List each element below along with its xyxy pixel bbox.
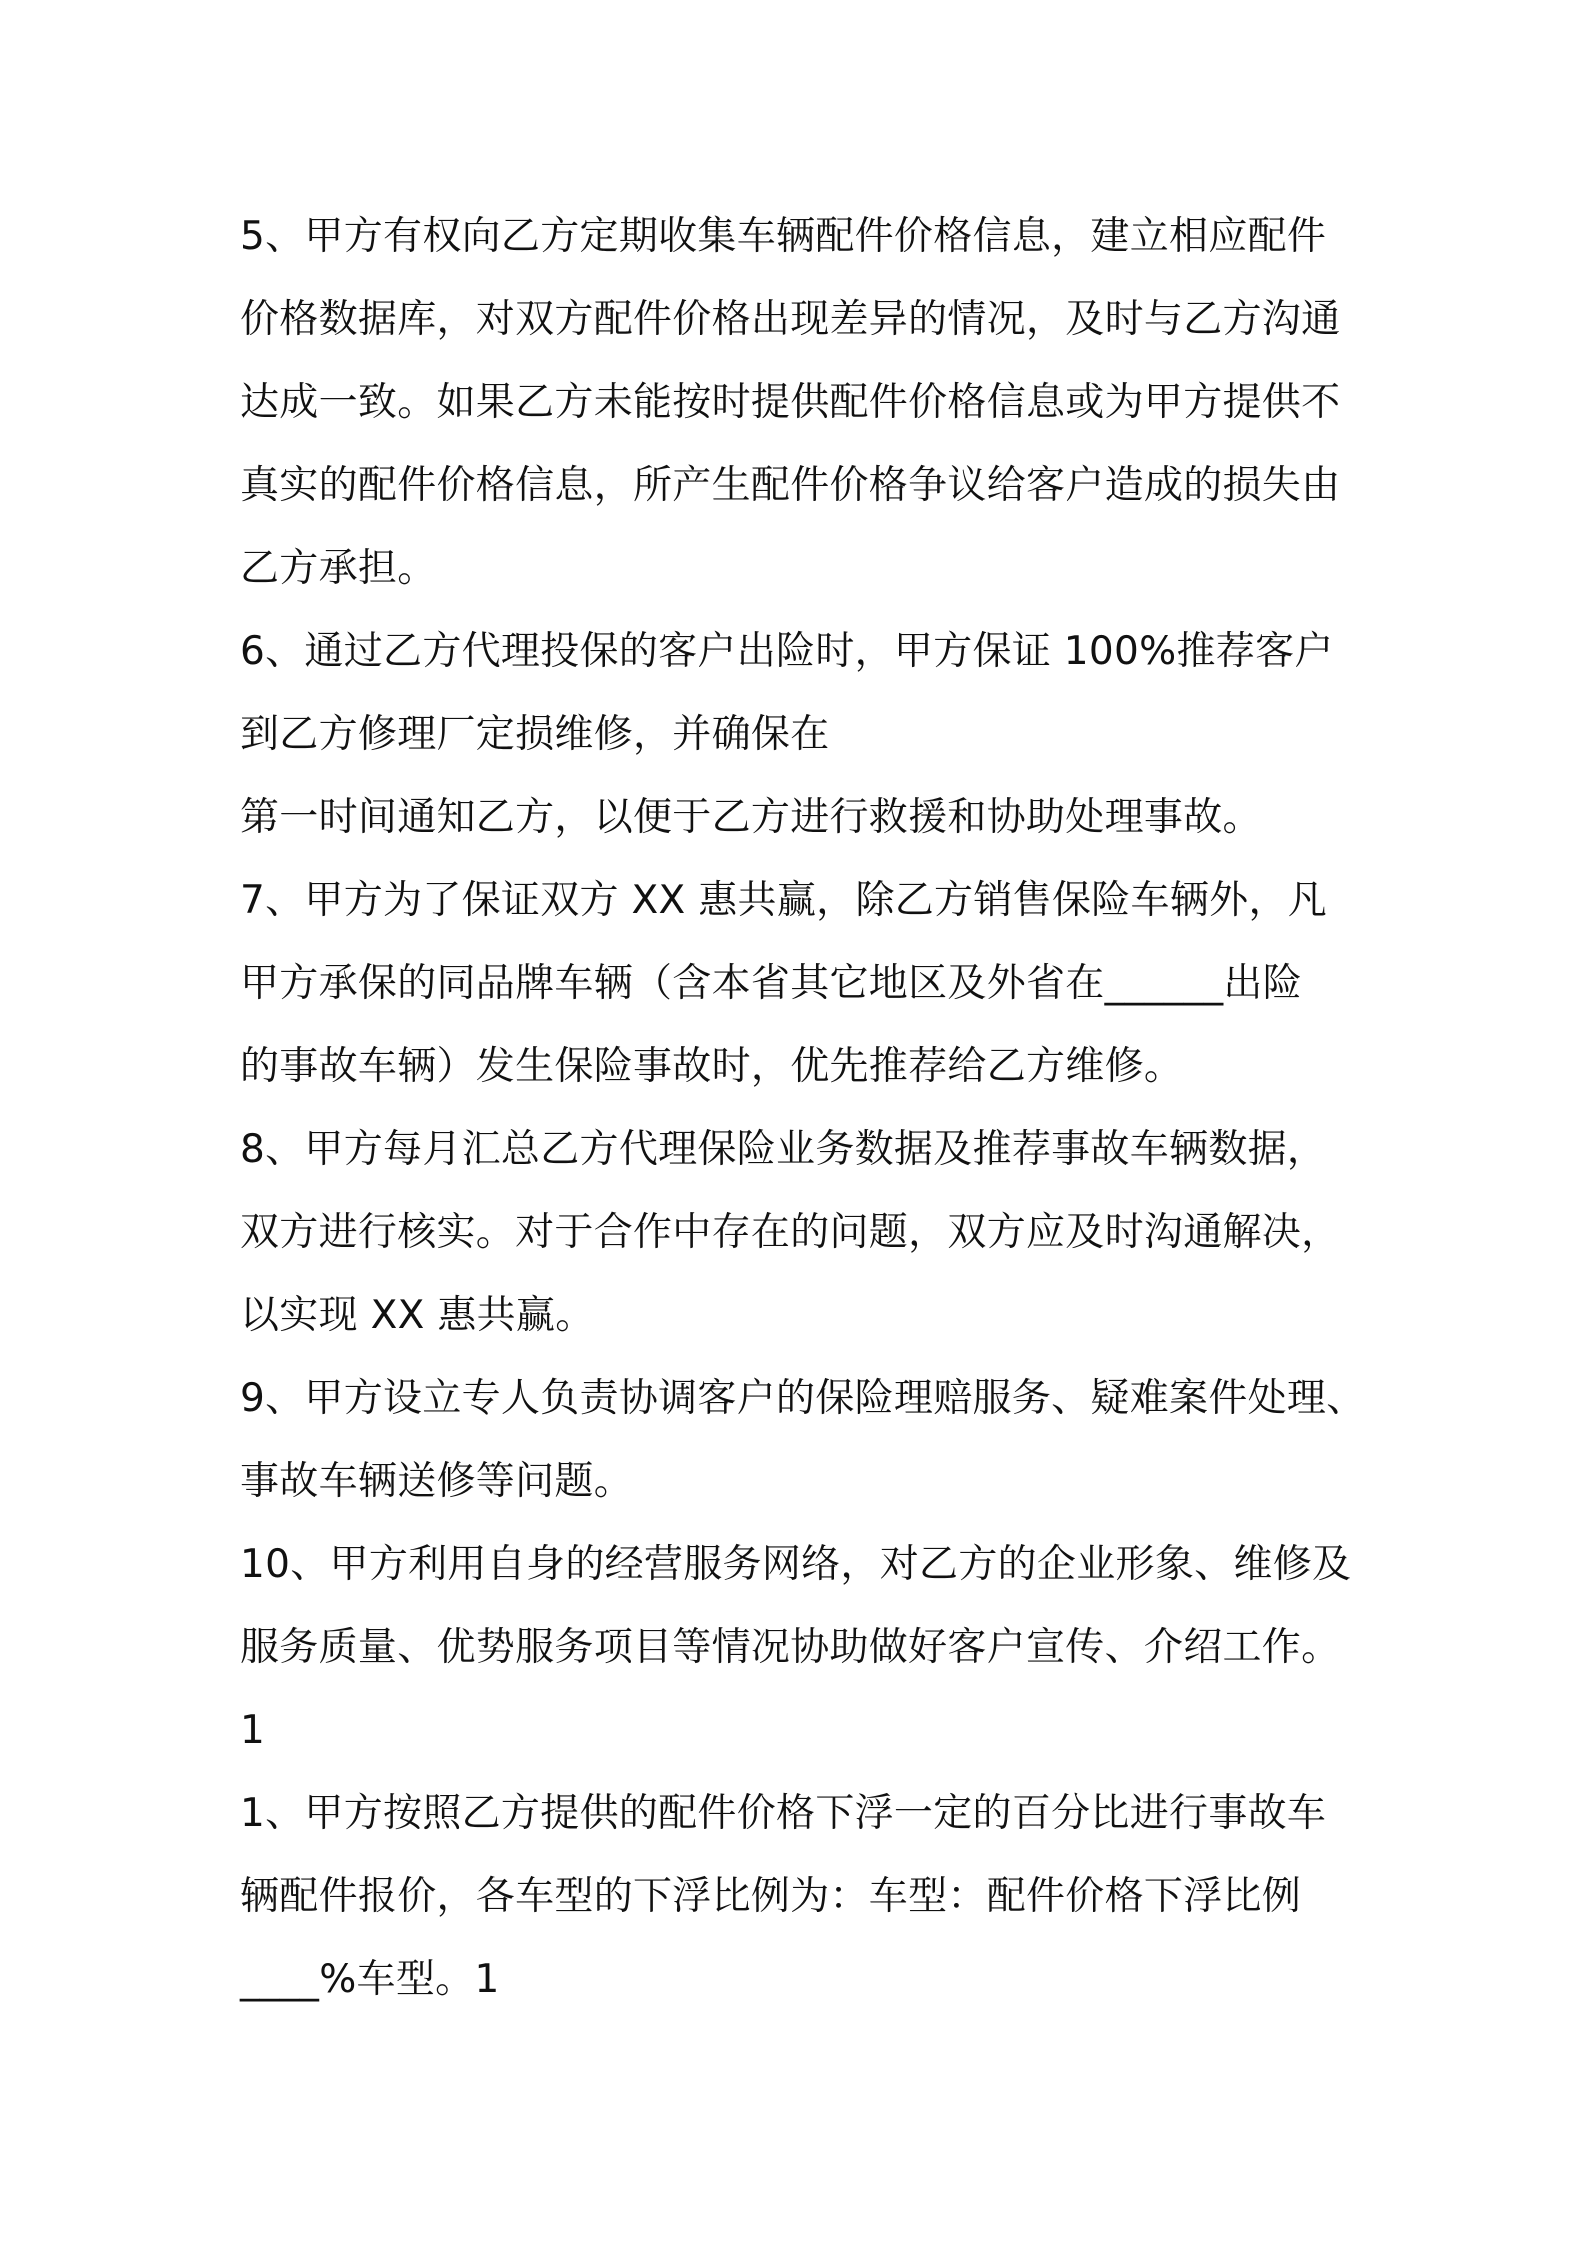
text-line: 到乙方修理厂定损维修，并确保在 bbox=[240, 712, 830, 757]
text-line: 双方进行核实。对于合作中存在的问题，双方应及时沟通解决， bbox=[240, 1210, 1341, 1255]
text-line: 1、甲方按照乙方提供的配件价格下浮一定的百分比进行事故车 bbox=[240, 1791, 1327, 1836]
text-line: 10、甲方利用自身的经营服务网络，对乙方的企业形象、维修及 bbox=[240, 1542, 1352, 1587]
text-line: 8、甲方每月汇总乙方代理保险业务数据及推荐事故车辆数据， bbox=[240, 1127, 1327, 1172]
text-line: 真实的配件价格信息，所产生配件价格争议给客户造成的损失由 bbox=[240, 463, 1341, 508]
text-line: 1 bbox=[240, 1708, 266, 1753]
text-line: 以实现 XX 惠共赢。 bbox=[240, 1293, 595, 1338]
text-line: 达成一致。如果乙方未能按时提供配件价格信息或为甲方提供不 bbox=[240, 380, 1341, 425]
text-line: 的事故车辆）发生保险事故时，优先推荐给乙方维修。 bbox=[240, 1044, 1184, 1089]
text-line: ____%车型。1 bbox=[240, 1957, 500, 2002]
text-line: 服务质量、优势服务项目等情况协助做好客户宣传、介绍工作。 bbox=[240, 1625, 1341, 1670]
text-line: 甲方承保的同品牌车辆（含本省其它地区及外省在______出险 bbox=[240, 961, 1303, 1006]
text-line: 事故车辆送修等问题。 bbox=[240, 1459, 634, 1504]
text-line: 9、甲方设立专人负责协调客户的保险理赔服务、疑难案件处理、 bbox=[240, 1376, 1366, 1421]
text-line: 辆配件报价，各车型的下浮比例为：车型：配件价格下浮比例 bbox=[240, 1874, 1302, 1919]
text-line: 5、甲方有权向乙方定期收集车辆配件价格信息，建立相应配件 bbox=[240, 214, 1327, 259]
text-line: 7、甲方为了保证双方 XX 惠共赢，除乙方销售保险车辆外，凡 bbox=[240, 878, 1328, 923]
text-line: 6、通过乙方代理投保的客户出险时，甲方保证 100%推荐客户 bbox=[240, 629, 1334, 674]
document-body bbox=[240, 195, 1370, 2021]
text-line: 乙方承担。 bbox=[240, 546, 437, 591]
text-line: 价格数据库，对双方配件价格出现差异的情况，及时与乙方沟通 bbox=[240, 297, 1341, 342]
text-line: 第一时间通知乙方，以便于乙方进行救援和协助处理事故。 bbox=[240, 795, 1262, 840]
